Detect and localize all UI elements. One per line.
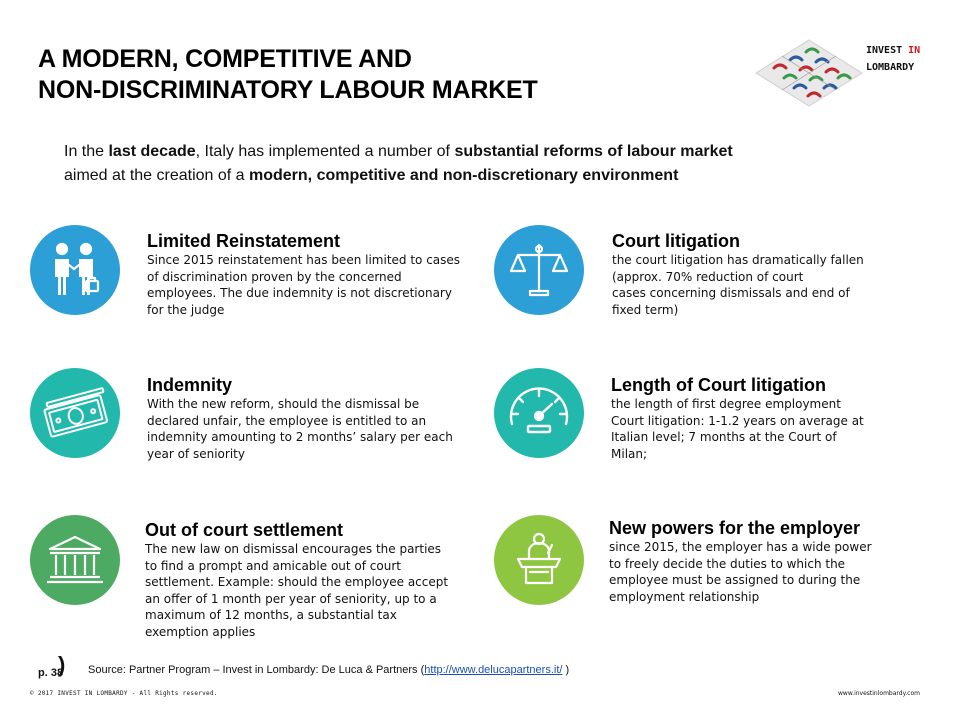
item-body-line: the court litigation has dramatically fallen [612,253,864,267]
copyright-notice: © 2017 INVEST IN LOMBARDY - All Rights reserved. [30,690,218,697]
invest-in-lombardy-logo-icon [754,38,864,108]
intro-bold-2: substantial reforms of labour market [454,143,733,160]
item-body-line: Since 2015 reinstatement has been limited to cases [147,253,461,267]
source-note [88,664,569,676]
item-body-line: to freely decide the duties to which the [609,556,846,571]
item-limited-reinstatement [147,230,487,318]
item-body-line: cases concerning dismissals and end of [612,286,850,300]
page-number-bracket: ) [58,652,66,677]
item-body-line: for the judge [147,302,225,317]
handshake-people-icon [30,225,120,315]
item-body [612,252,912,318]
item-body-line: Milan; [611,446,648,461]
item-body [611,396,911,462]
item-heading: Out of court settlement [145,520,344,540]
intro-bold-1: last decade [108,143,196,160]
website-url: www.investinlombardy.com [838,690,920,697]
item-out-of-court-settlement [145,519,485,640]
courthouse-icon [30,515,120,605]
source-prefix: Source: Partner Program – Invest in Lombardy: De Luca & Partners ( [88,664,425,676]
item-body-line: since 2015, the employer has a wide power [609,540,872,554]
item-body-line: employment relationship [609,589,760,604]
item-body-line: exemption applies [145,624,256,639]
intro-bold-3: modern, competitive and non-discretionary environment [249,167,679,184]
item-heading: Court litigation [612,231,740,251]
intro-text-3: aimed at the creation of a [64,167,249,184]
banknotes-icon [30,368,120,458]
speaker-podium-icon [494,515,584,605]
item-heading: Limited Reinstatement [147,231,341,251]
page-title-line-2: NON-DISCRIMINATORY LABOUR MARKET [38,76,538,104]
item-body-line: maximum of 12 months, a substantial tax [145,608,397,622]
item-heading: Indemnity [147,375,233,395]
item-length-of-court-litigation [611,374,911,462]
item-body-line: of discrimination proven by the concerned [147,269,402,284]
item-body-line: an offer of 1 month per year of seniority, up to a [145,591,437,606]
item-indemnity [147,374,487,462]
item-body-line: year of seniority [147,446,245,461]
item-new-powers-for-the-employer [609,517,929,605]
item-body-line: Italian level; 7 months at the Court of [611,430,837,444]
item-body [609,539,929,605]
item-heading: Length of Court litigation [611,375,826,395]
item-body-line: With the new reform, should the dismissal be [147,397,420,411]
page-title-line-1: A MODERN, COMPETITIVE AND [38,45,412,73]
item-body [147,396,487,462]
item-body-line: indemnity amounting to 2 months’ salary per each [147,430,453,444]
item-body-line: to find a prompt and amicable out of court [145,558,401,573]
intro-text-1: In the [64,143,109,160]
brand-wordmark [866,42,920,76]
item-body-line: declared unfair, the employee is entitled to an [147,413,427,428]
page-number: p. 38 [38,667,64,679]
source-link[interactable]: http://www.delucapartners.it/ [424,664,563,676]
item-body-line: The new law on dismissal encourages the parties [145,542,442,556]
intro-text-2: , Italy has implemented a number of [195,143,455,160]
item-heading: New powers for the employer [609,518,861,538]
brand-invest: INVEST [866,45,909,56]
item-body-line: fixed term) [612,302,679,317]
item-body-line: employees. The due indemnity is not discretionary [147,286,452,300]
scales-icon [494,225,584,315]
item-body [147,252,487,318]
brand-in: IN [908,45,921,56]
item-body-line: Court litigation: 1-1.2 years on average at [611,413,864,428]
intro-paragraph [64,140,924,188]
item-body-line: (approx. 70% reduction of court [612,269,804,284]
item-body-line: settlement. Example: should the employee accept [145,575,449,589]
source-suffix: ) [562,664,570,676]
item-court-litigation [612,230,912,318]
speedometer-icon [494,368,584,458]
item-body-line: employee must be assigned to during the [609,573,861,587]
brand-lombardy: LOMBARDY [866,62,915,73]
item-body [145,541,485,640]
page-title [38,44,538,106]
item-body-line: the length of first degree employment [611,397,841,411]
